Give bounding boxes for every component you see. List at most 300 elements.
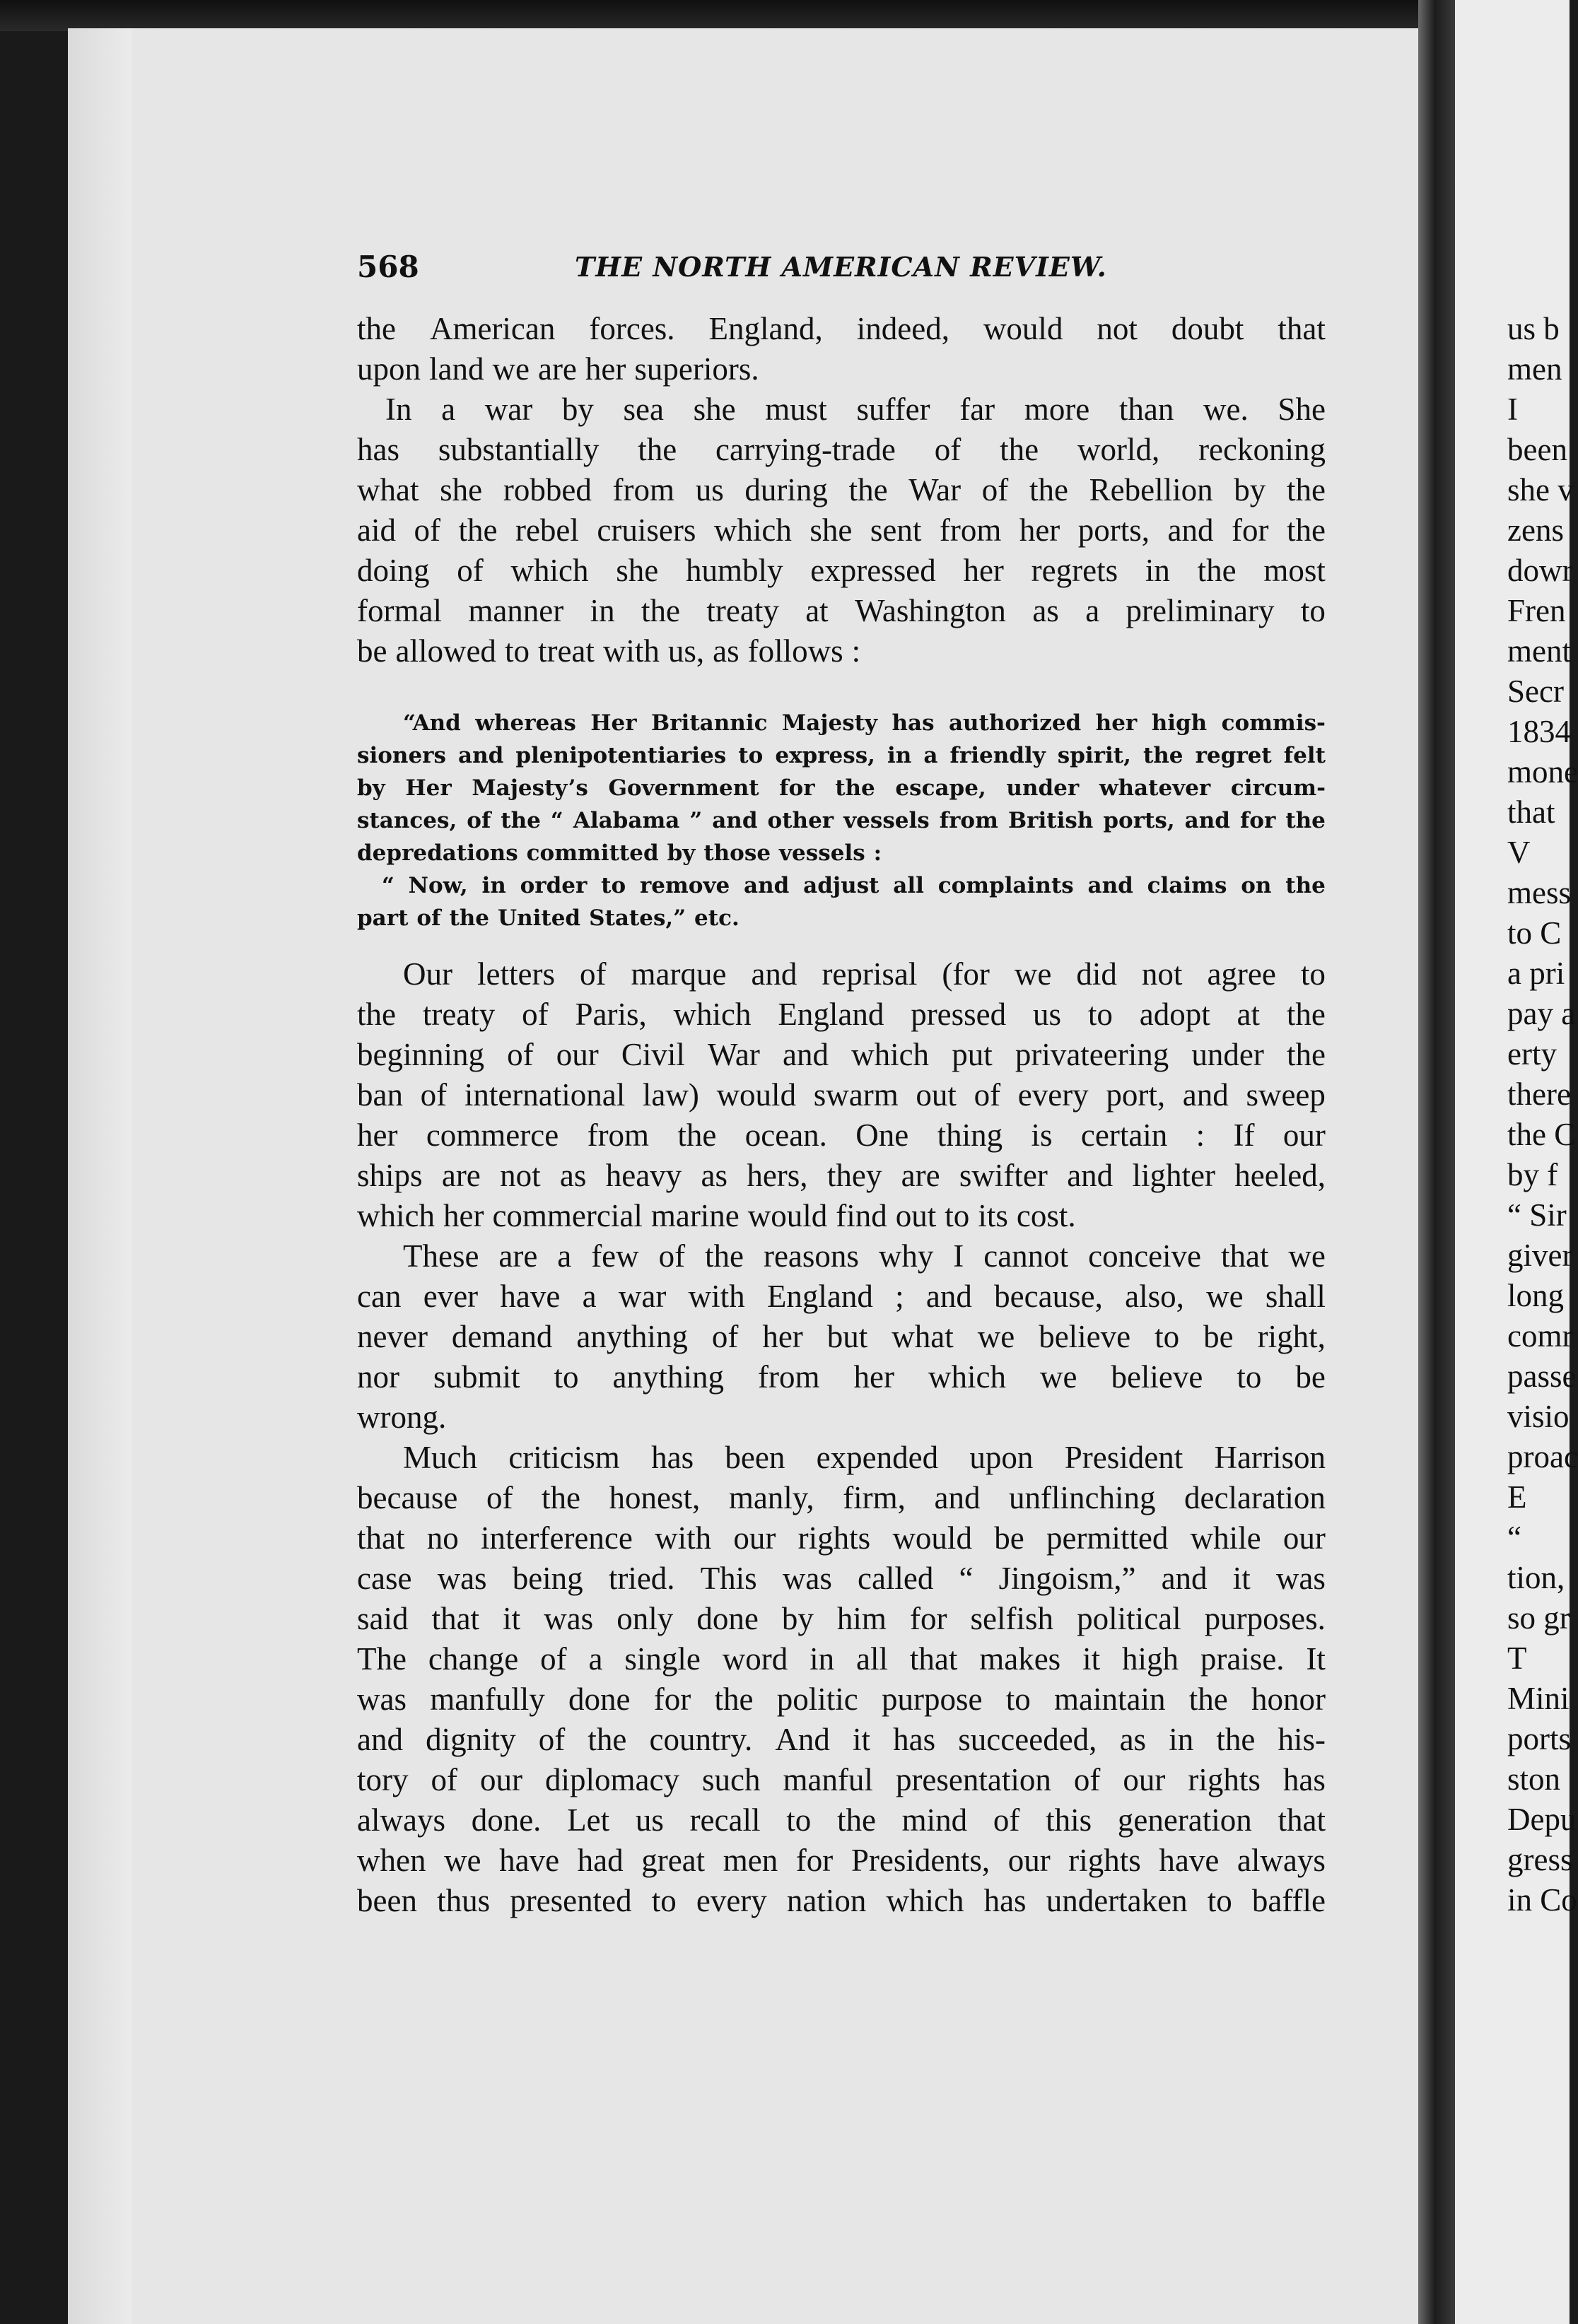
word: we bbox=[1014, 956, 1052, 992]
word: as bbox=[1119, 1722, 1147, 1757]
word: him bbox=[836, 1601, 887, 1636]
word: when bbox=[357, 1843, 426, 1878]
word: of bbox=[431, 1762, 457, 1797]
word: in bbox=[887, 743, 912, 768]
word: claims bbox=[1147, 873, 1227, 898]
word: remove bbox=[639, 873, 730, 898]
word: of bbox=[579, 956, 607, 992]
word: was bbox=[357, 1682, 407, 1717]
word: authorized bbox=[948, 710, 1082, 736]
word: sent bbox=[870, 512, 922, 548]
word: that bbox=[909, 1641, 958, 1677]
word: the bbox=[835, 775, 875, 801]
word: which bbox=[510, 553, 589, 588]
word: from bbox=[939, 512, 1002, 548]
right-page-fragment: to C bbox=[1507, 915, 1562, 951]
word: lighter bbox=[1132, 1158, 1215, 1193]
word: Let bbox=[567, 1802, 610, 1838]
word: most bbox=[1263, 553, 1326, 588]
word: that bbox=[1278, 311, 1326, 346]
text-line bbox=[357, 510, 1326, 551]
word: thing bbox=[937, 1117, 1003, 1153]
right-page-fragment: she v bbox=[1507, 472, 1574, 507]
word: generation bbox=[1117, 1802, 1252, 1838]
word: that bbox=[431, 1601, 480, 1636]
word: to bbox=[504, 633, 530, 669]
quote-line bbox=[403, 707, 1326, 739]
text-line bbox=[357, 1115, 1326, 1156]
word: from bbox=[758, 1359, 820, 1395]
right-page-fragment: men bbox=[1507, 351, 1562, 387]
word: the bbox=[1285, 873, 1326, 898]
word: adopt bbox=[1139, 997, 1210, 1032]
text-line bbox=[357, 1639, 1326, 1679]
text-line bbox=[357, 1196, 1326, 1236]
word: of bbox=[420, 1077, 448, 1113]
word: unflinching bbox=[1009, 1480, 1156, 1515]
word: other bbox=[767, 808, 834, 833]
word: ocean. bbox=[744, 1117, 827, 1153]
word: committed bbox=[526, 840, 659, 866]
quote-line bbox=[357, 739, 1326, 772]
word: indeed, bbox=[856, 311, 949, 346]
word: Jingoism,” bbox=[998, 1561, 1136, 1596]
word: we bbox=[977, 1319, 1015, 1354]
word: law) bbox=[642, 1077, 699, 1113]
word: Now, bbox=[408, 873, 468, 898]
word: to bbox=[1300, 956, 1326, 992]
word: it bbox=[503, 1601, 521, 1636]
word: a bbox=[1085, 593, 1100, 628]
word: was bbox=[544, 1601, 594, 1636]
right-page-fragment: V bbox=[1507, 835, 1531, 870]
word: it bbox=[853, 1722, 871, 1757]
word: land bbox=[429, 351, 484, 387]
word: (for bbox=[942, 956, 990, 992]
word: right, bbox=[1257, 1319, 1326, 1354]
word: doing bbox=[357, 553, 430, 588]
word: rights bbox=[1188, 1762, 1261, 1797]
word: beginning bbox=[357, 1037, 484, 1072]
text-line bbox=[385, 389, 1326, 430]
word: manner bbox=[468, 593, 564, 628]
word: of bbox=[416, 905, 441, 931]
page-number: 568 bbox=[357, 250, 419, 284]
word: was bbox=[1275, 1561, 1326, 1596]
right-page-fragment: T bbox=[1507, 1641, 1527, 1676]
word: Majesty’s bbox=[472, 775, 588, 801]
word: her bbox=[1095, 710, 1138, 736]
word: tried. bbox=[608, 1561, 675, 1596]
word: to bbox=[651, 1883, 677, 1918]
word: in bbox=[810, 1641, 835, 1677]
word: whereas bbox=[475, 710, 576, 736]
word: the bbox=[1000, 432, 1039, 467]
word: United bbox=[498, 905, 581, 931]
word: it bbox=[1232, 1561, 1251, 1596]
book-gutter bbox=[1418, 0, 1455, 2324]
word: politic bbox=[776, 1682, 858, 1717]
word: the bbox=[677, 1117, 717, 1153]
word: Presidents, bbox=[851, 1843, 990, 1878]
word: the bbox=[1285, 808, 1326, 833]
text-line bbox=[357, 470, 1326, 510]
word: had bbox=[577, 1843, 624, 1878]
word: which bbox=[928, 1359, 1006, 1395]
word: to bbox=[1237, 1359, 1262, 1395]
word: because bbox=[357, 1480, 458, 1515]
word: be bbox=[357, 633, 387, 669]
word: the bbox=[588, 1722, 627, 1757]
word: her bbox=[443, 1198, 484, 1233]
word: all bbox=[893, 873, 924, 898]
word: always bbox=[357, 1802, 445, 1838]
word: to bbox=[1155, 1319, 1180, 1354]
word: the bbox=[501, 808, 541, 833]
word: would bbox=[892, 1520, 972, 1556]
word: and bbox=[1167, 512, 1214, 548]
word: which bbox=[713, 512, 792, 548]
text-line bbox=[357, 551, 1326, 591]
word: said bbox=[357, 1601, 409, 1636]
word: honor bbox=[1251, 1682, 1326, 1717]
word: the bbox=[836, 1802, 876, 1838]
word: I bbox=[953, 1238, 964, 1274]
word: of bbox=[981, 472, 1009, 507]
word: by bbox=[667, 840, 696, 866]
word: us bbox=[1033, 997, 1062, 1032]
word: that bbox=[1220, 1238, 1269, 1274]
right-page-fragment: mess bbox=[1507, 875, 1571, 910]
word: a bbox=[441, 392, 456, 427]
right-page-fragment: the C bbox=[1507, 1117, 1576, 1152]
word: they bbox=[826, 1158, 882, 1193]
right-page-fragment: visio bbox=[1507, 1399, 1570, 1434]
word: she bbox=[693, 392, 736, 427]
text-line bbox=[403, 1438, 1326, 1478]
word: to bbox=[601, 873, 626, 898]
word: express, bbox=[775, 743, 875, 768]
word: upon bbox=[969, 1440, 1034, 1475]
word: are bbox=[537, 351, 577, 387]
word: done bbox=[696, 1601, 759, 1636]
word: for bbox=[653, 1682, 691, 1717]
word: been bbox=[725, 1440, 785, 1475]
word: privateering bbox=[1015, 1037, 1169, 1072]
word: international bbox=[464, 1077, 626, 1113]
word: in bbox=[1145, 553, 1170, 588]
word: us bbox=[635, 1802, 664, 1838]
word: and bbox=[712, 808, 758, 833]
word: our bbox=[1282, 1520, 1326, 1556]
text-line bbox=[357, 1518, 1326, 1559]
word: carrying-trade bbox=[715, 432, 896, 467]
word: interference bbox=[481, 1520, 633, 1556]
word: plenipotentiaries bbox=[515, 743, 727, 768]
word: more bbox=[1024, 392, 1090, 427]
word: change bbox=[428, 1641, 519, 1677]
word: all bbox=[856, 1641, 888, 1677]
word: and bbox=[744, 873, 790, 898]
word: and bbox=[1087, 873, 1133, 898]
word: are bbox=[441, 1158, 481, 1193]
word: from bbox=[612, 472, 674, 507]
word: spirit, bbox=[1057, 743, 1131, 768]
word: the bbox=[542, 1480, 580, 1515]
word: swifter bbox=[959, 1158, 1048, 1193]
word: has bbox=[983, 1883, 1027, 1918]
word: of bbox=[1073, 1762, 1101, 1797]
text-line bbox=[357, 1156, 1326, 1196]
word: submit bbox=[433, 1359, 520, 1395]
word: find bbox=[836, 1198, 887, 1233]
word: would bbox=[747, 1198, 828, 1233]
word: word bbox=[722, 1641, 788, 1677]
word: only bbox=[616, 1601, 674, 1636]
journal-title: THE NORTH AMERICAN REVIEW. bbox=[575, 251, 1107, 283]
word: men bbox=[723, 1843, 778, 1878]
word: upon bbox=[357, 351, 421, 387]
word: its bbox=[978, 1198, 1008, 1233]
word: If bbox=[1233, 1117, 1255, 1153]
quote-line bbox=[357, 804, 1326, 837]
word: declaration bbox=[1184, 1480, 1326, 1515]
word: a bbox=[588, 1641, 603, 1677]
word: for bbox=[779, 775, 815, 801]
word: War bbox=[908, 472, 962, 507]
word: because, bbox=[994, 1279, 1103, 1314]
word: sioners bbox=[357, 743, 446, 768]
word: Much bbox=[403, 1440, 477, 1475]
word: has bbox=[651, 1440, 694, 1475]
word: us, bbox=[667, 633, 705, 669]
word: reckoning bbox=[1198, 432, 1326, 467]
text-line bbox=[357, 631, 1326, 671]
word: was bbox=[782, 1561, 832, 1596]
word: to bbox=[1087, 997, 1113, 1032]
word: high bbox=[1151, 710, 1208, 736]
right-page-fragment: pay a bbox=[1507, 996, 1576, 1031]
word: every bbox=[1017, 1077, 1089, 1113]
right-page-fragment: zens bbox=[1507, 512, 1564, 548]
word: been bbox=[357, 1883, 417, 1918]
word: to bbox=[738, 743, 764, 768]
word: out bbox=[916, 1077, 957, 1113]
word: tory bbox=[357, 1762, 409, 1797]
word: order bbox=[520, 873, 588, 898]
right-page-fragment: ports bbox=[1507, 1721, 1571, 1756]
word: by bbox=[781, 1601, 814, 1636]
word: did bbox=[1076, 956, 1117, 992]
word: recall bbox=[689, 1802, 761, 1838]
word: we bbox=[1206, 1279, 1244, 1314]
word: those bbox=[703, 840, 771, 866]
word: anything bbox=[576, 1319, 688, 1354]
word: Her bbox=[590, 710, 637, 736]
word: her bbox=[585, 351, 626, 387]
word: done bbox=[568, 1682, 631, 1717]
word: expressed bbox=[810, 553, 936, 588]
word: we bbox=[492, 351, 530, 387]
word: war bbox=[484, 392, 533, 427]
text-line bbox=[357, 1800, 1326, 1841]
word: commercial bbox=[492, 1198, 643, 1233]
word: England bbox=[766, 1279, 873, 1314]
word: few bbox=[591, 1238, 639, 1274]
word: circum- bbox=[1230, 775, 1326, 801]
word: purposes. bbox=[1204, 1601, 1326, 1636]
word: and bbox=[782, 1037, 829, 1072]
word: as bbox=[701, 1158, 727, 1193]
left-page-margin-shade bbox=[68, 28, 132, 2324]
word: with bbox=[688, 1279, 745, 1314]
word: her bbox=[963, 553, 1004, 588]
word: the bbox=[1286, 1037, 1326, 1072]
word: being bbox=[512, 1561, 583, 1596]
word: vessels bbox=[779, 840, 865, 866]
word: criticism bbox=[508, 1440, 620, 1475]
word: succeeded, bbox=[958, 1722, 1097, 1757]
text-line bbox=[357, 349, 1326, 389]
right-page-fragment: “ bbox=[1507, 1520, 1521, 1555]
word: of bbox=[993, 1802, 1020, 1838]
word: American bbox=[429, 311, 556, 346]
word: believe bbox=[1039, 1319, 1131, 1354]
right-page-fragment: Fren bbox=[1507, 593, 1566, 628]
word: maintain bbox=[1054, 1682, 1166, 1717]
word: why bbox=[878, 1238, 934, 1274]
text-line bbox=[403, 1236, 1326, 1277]
word: of bbox=[457, 553, 484, 588]
word: of bbox=[414, 512, 440, 548]
word: expended bbox=[816, 1440, 939, 1475]
word: us bbox=[695, 472, 724, 507]
word: the bbox=[458, 512, 498, 548]
word: such bbox=[701, 1762, 761, 1797]
word: marine bbox=[650, 1198, 740, 1233]
word: sea bbox=[623, 392, 664, 427]
word: It bbox=[1306, 1641, 1326, 1677]
word: and bbox=[1184, 808, 1230, 833]
word: wrong. bbox=[357, 1399, 447, 1435]
word: as bbox=[713, 633, 740, 669]
word: our bbox=[1282, 1117, 1326, 1153]
word: from bbox=[587, 1117, 650, 1153]
word: the bbox=[705, 1238, 744, 1274]
word: cruisers bbox=[597, 512, 696, 548]
word: of bbox=[934, 432, 962, 467]
word: also, bbox=[1125, 1279, 1184, 1314]
word: certain bbox=[1080, 1117, 1168, 1153]
word: conceive bbox=[1088, 1238, 1202, 1274]
word: our bbox=[1007, 1843, 1051, 1878]
word: have bbox=[1159, 1843, 1220, 1878]
word: Paris, bbox=[575, 997, 647, 1032]
word: in bbox=[481, 873, 506, 898]
right-page-fragment: so gr bbox=[1507, 1600, 1570, 1636]
word: suffer bbox=[856, 392, 930, 427]
word: treaty bbox=[706, 593, 779, 628]
word: of bbox=[540, 1641, 567, 1677]
right-page-fragment: long bbox=[1507, 1278, 1565, 1313]
word: rebel bbox=[515, 512, 579, 548]
running-head bbox=[357, 246, 1326, 288]
text-line bbox=[357, 1720, 1326, 1760]
right-page-fragment: I bbox=[1507, 392, 1518, 427]
right-page-fragment: E bbox=[1507, 1479, 1527, 1515]
text-line bbox=[357, 1760, 1326, 1800]
word: regrets bbox=[1031, 553, 1118, 588]
word: heavy bbox=[605, 1158, 682, 1193]
word: the bbox=[449, 905, 490, 931]
word: aid bbox=[357, 512, 396, 548]
word: a bbox=[582, 1279, 597, 1314]
word: of bbox=[538, 1722, 566, 1757]
word: agree bbox=[1207, 956, 1276, 992]
word: not bbox=[1097, 311, 1138, 346]
word: to bbox=[1005, 1682, 1031, 1717]
word: and bbox=[925, 1279, 972, 1314]
word: by bbox=[561, 392, 594, 427]
word: single bbox=[624, 1641, 701, 1677]
word: Britannic bbox=[651, 710, 768, 736]
right-page-fragment: Mini bbox=[1507, 1681, 1570, 1716]
right-page-fragment: that bbox=[1507, 794, 1555, 830]
word: what bbox=[892, 1319, 954, 1354]
word: that bbox=[357, 1520, 405, 1556]
word: presentation bbox=[895, 1762, 1051, 1797]
word: be bbox=[1203, 1319, 1234, 1354]
word: sweep bbox=[1246, 1077, 1326, 1113]
word: stances, bbox=[357, 808, 457, 833]
word: has bbox=[357, 432, 399, 467]
word: that bbox=[1278, 1802, 1326, 1838]
word: nor bbox=[357, 1359, 399, 1395]
word: depredations bbox=[357, 840, 518, 866]
word: port, bbox=[1106, 1077, 1166, 1113]
word: are bbox=[498, 1238, 538, 1274]
word: Civil bbox=[621, 1037, 685, 1072]
word: reprisal bbox=[822, 956, 918, 992]
word: And bbox=[775, 1722, 830, 1757]
word: treaty bbox=[422, 997, 496, 1032]
text-line bbox=[357, 1559, 1326, 1599]
word: never bbox=[357, 1319, 428, 1354]
word: thus bbox=[437, 1883, 491, 1918]
right-page-fragment: by f bbox=[1507, 1157, 1558, 1192]
text-line bbox=[357, 1277, 1326, 1317]
word: firm, bbox=[843, 1480, 906, 1515]
word: high bbox=[1121, 1641, 1179, 1677]
word: as bbox=[559, 1158, 587, 1193]
word: and bbox=[1182, 1077, 1229, 1113]
word: reasons bbox=[763, 1238, 859, 1274]
text-line bbox=[403, 954, 1326, 994]
word: shall bbox=[1265, 1279, 1326, 1314]
word: undertaken bbox=[1046, 1883, 1188, 1918]
word: she bbox=[810, 512, 853, 548]
word: England, bbox=[708, 311, 823, 346]
word: we bbox=[1039, 1359, 1077, 1395]
right-page-fragment: 1834 bbox=[1507, 714, 1571, 749]
word: dignity bbox=[426, 1722, 516, 1757]
word: a bbox=[557, 1238, 572, 1274]
word: we. bbox=[1203, 392, 1249, 427]
word: “And bbox=[403, 710, 461, 736]
word: of bbox=[522, 997, 549, 1032]
word: while bbox=[1190, 1520, 1261, 1556]
word: forces. bbox=[589, 311, 675, 346]
